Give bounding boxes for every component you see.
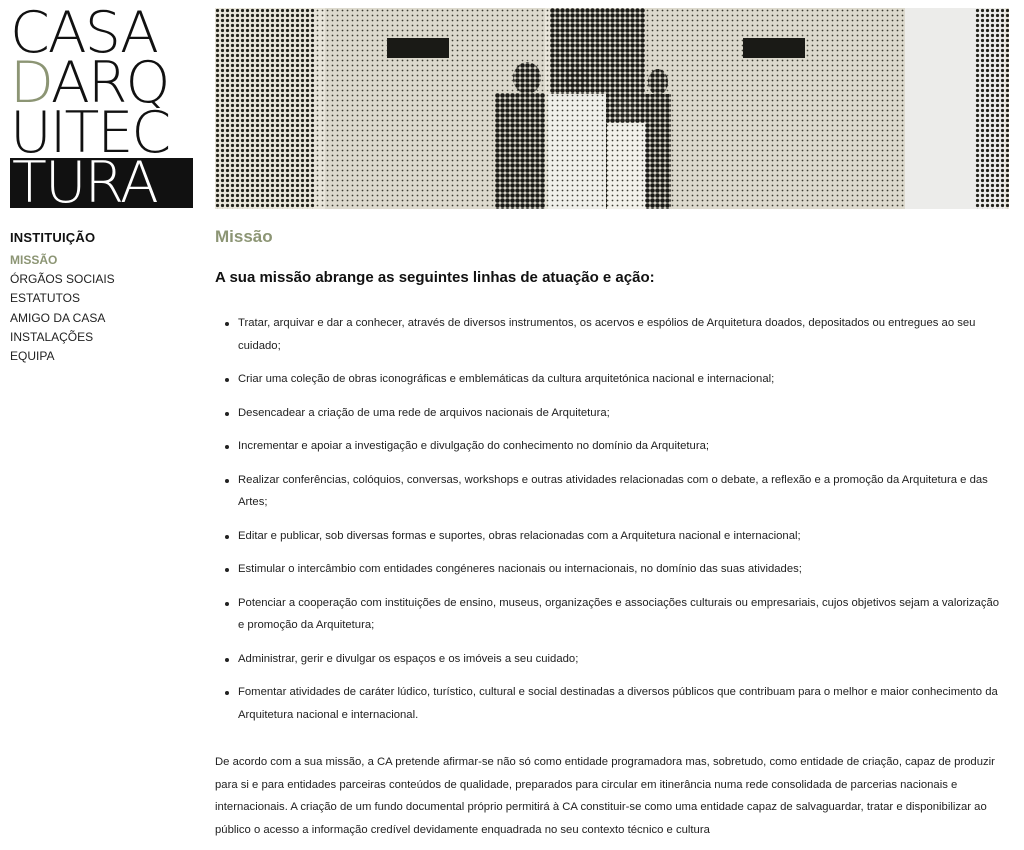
list-item: Incrementar e apoiar a investigação e divulgação do conhecimento no domínio da Arquitetura; [238,435,1005,458]
logo-line-darq [10,58,193,108]
list-item: Potenciar a cooperação com instituições de ensino, museus, organizações e associações culturais ou empresariais, cujos objetivos sejam a valorização e promoção da Arquitetura; [238,592,1005,637]
sidebar-item-orgaos-sociais[interactable]: ÓRGÃOS SOCIAIS [10,272,115,287]
list-item: Criar uma coleção de obras iconográficas e emblemáticas da cultura arquitetónica nacional e internacional; [238,368,1005,391]
sidebar-nav [10,229,200,366]
sidebar-list [10,251,200,366]
sidebar-item-amigo-da-casa[interactable]: AMIGO DA CASA [10,310,106,325]
lead-heading: A sua missão abrange as seguintes linhas de atuação e ação: [215,269,655,286]
list-item: Fomentar atividades de caráter lúdico, turístico, cultural e social destinadas a diversos públicos que contribuam para o melhor e maior conhecimento da Arquitetura nacional e internacional. [238,681,1005,726]
sidebar-item-equipa[interactable]: EQUIPA [10,349,55,364]
hero-photo-halftone [215,8,1009,209]
list-item: Tratar, arquivar e dar a conhecer, através de diversos instrumentos, os acervos e espólios de Arquitetura doados, depositados ou entregues ao seu cuidado; [238,312,1005,357]
logo-accent-letter: D [10,58,51,108]
closing-paragraph: De acordo com a sua missão, a CA pretende afirmar-se não só como entidade programadora mas, sobretudo, como entidade de criação, capaz de produzir para si e para entidades parceiras conteúdos de qualidade, preparados para circular em itinerância numa rede consolidada de parcerias nacionais e internacionais. A criação de um fundo documental próprio permitirá à CA constituir-se como uma entidade capaz de salvaguardar, tratar e disponibilizar ao público o acesso a informação credível devidamente enquadrada no seu contexto técnico e cultura [215,756,995,836]
logo-line-uitec: UITEC [10,108,170,158]
main-content [215,226,1005,841]
logo-line-tura: TURA [10,158,193,208]
sidebar-item-estatutos[interactable]: ESTATUTOS [10,291,81,306]
list-item: Administrar, gerir e divulgar os espaços e os imóveis a seu cuidado; [238,648,1005,671]
list-item: Desencadear a criação de uma rede de arquivos nacionais de Arquitetura; [238,402,1005,425]
site-logo[interactable] [10,8,193,209]
hero-image [215,8,1009,209]
sidebar-item-instalacoes[interactable]: INSTALAÇÕES [10,329,94,344]
list-item: Realizar conferências, colóquios, conversas, workshops e outras atividades relacionadas com o debate, a reflexão e a promoção da Arquitetura e das Artes; [238,469,1005,514]
page-title: Missão [215,227,273,246]
list-item: Estimular o intercâmbio com entidades congéneres nacionais ou internacionais, no domínio das suas atividades; [238,558,1005,581]
logo-line-darq-rest: ARQ [50,58,169,108]
list-item: Editar e publicar, sob diversas formas e suportes, obras relacionadas com a Arquitetura nacional e internacional; [238,525,1005,548]
mission-list [215,312,1005,726]
logo-line-casa: CASA [10,8,158,58]
sidebar-title[interactable]: INSTITUIÇÃO [10,230,96,245]
sidebar-item-missao[interactable]: MISSÃO [10,253,58,267]
